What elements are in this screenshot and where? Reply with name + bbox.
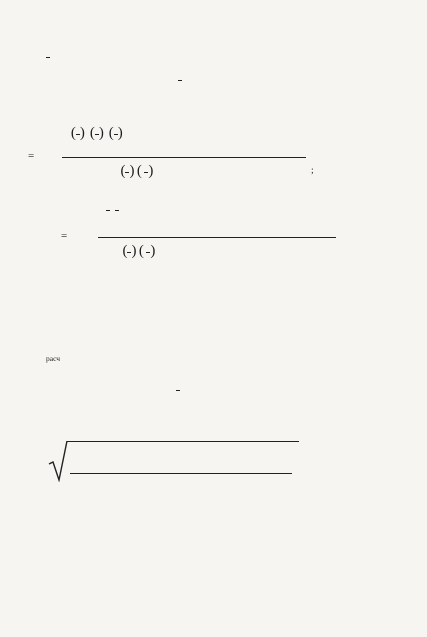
eq113-denominator: ( ) ( ) bbox=[122, 243, 156, 259]
para-878-1: расч bbox=[46, 354, 61, 363]
eq112-denominator: ( ) ( ) bbox=[120, 163, 154, 179]
g16-label: = bbox=[28, 150, 35, 162]
eq113-fraction-bar bbox=[98, 237, 336, 238]
h16-label: = bbox=[61, 230, 68, 242]
eq112-fraction-bar bbox=[62, 157, 306, 158]
para-876 bbox=[46, 52, 50, 66]
equation-111 bbox=[178, 75, 182, 89]
sqrt-bar bbox=[67, 441, 299, 442]
eq112-numerator: ( ) ( ) ( ) bbox=[70, 125, 123, 141]
eq113-numerator bbox=[104, 205, 122, 219]
eq116-numerator bbox=[74, 444, 76, 458]
sqrt-sign bbox=[48, 440, 68, 482]
equation-878 bbox=[176, 385, 180, 399]
eq116-fraction-bar bbox=[70, 473, 292, 474]
